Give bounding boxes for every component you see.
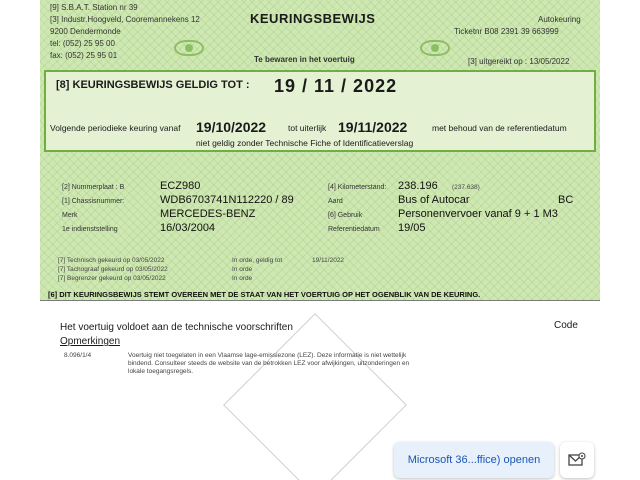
km-value: 238.196	[398, 180, 438, 192]
inspection-limiter-label: [7] Begrenzer gekeurd op 03/05/2022	[58, 275, 166, 282]
reference-date-value: 19/05	[398, 222, 426, 234]
inspection-tachograph-status: In orde	[232, 266, 253, 273]
inspection-category: Autokeuring	[538, 15, 581, 24]
station-line-2: [3] Industr.Hoogveld, Cooremannekens 12	[50, 15, 200, 24]
document-title: KEURINGSBEWIJS	[250, 11, 376, 26]
eye-watermark-left-icon	[174, 40, 204, 56]
open-in-app-label: Microsoft 36...ffice) openen	[407, 454, 541, 466]
issued-date: [3] uitgereikt op : 13/05/2022	[468, 57, 570, 66]
next-inspection-suffix: met behoud van de referentiedatum	[432, 123, 567, 133]
vehicle-type-code: BC	[558, 194, 574, 206]
station-fax: fax: (052) 25 95 01	[50, 51, 118, 60]
make-label: Merk	[62, 212, 78, 219]
code-header: Code	[554, 320, 578, 331]
next-inspection-mid: tot uiterlijk	[288, 123, 327, 133]
km-previous: (237.638)	[452, 184, 480, 191]
remark-line-2: bindend. Consulteer steeds de website van de betrokken LEZ voor afwijkingen, uitzonderingen en	[128, 360, 410, 367]
first-registration-value: 16/03/2004	[160, 222, 216, 234]
usage-label: [6] Gebruik	[328, 212, 363, 219]
inspection-technical-label: [7] Technisch gekeurd op 03/05/2022	[58, 257, 165, 264]
remark-code: 8.096/1/4	[64, 352, 92, 359]
station-line-1: [9] S.B.A.T. Station nr 39	[50, 3, 138, 12]
inspection-technical-date: 19/11/2022	[312, 257, 345, 264]
next-inspection-prefix: Volgende periodieke keuring vanaf	[50, 123, 181, 133]
station-tel: tel: (052) 25 95 00	[50, 39, 115, 48]
km-label: [4] Kilometerstand:	[328, 184, 387, 191]
chassis-label: [1] Chassisnummer:	[62, 198, 125, 205]
next-inspection-to: 19/11/2022	[338, 119, 408, 135]
plate-value: ECZ980	[160, 180, 201, 192]
vehicle-type-label: Aard	[328, 198, 343, 205]
remarks-header: Opmerkingen	[60, 336, 121, 347]
make-value: MERCEDES-BENZ	[160, 208, 256, 220]
vehicle-type-value: Bus of Autocar	[398, 194, 470, 206]
validity-date: 19 / 11 / 2022	[274, 76, 398, 96]
remark-line-1: Voertuig niet toegelaten in een Vlaamse lage-emissiezone (LEZ). Deze informatie is niet wettelijk	[128, 352, 407, 359]
mail-settings-button[interactable]	[560, 442, 594, 478]
document-subtitle: Te bewaren in het voertuig	[254, 55, 355, 64]
first-registration-label: 1e indienststelling	[62, 226, 118, 233]
chassis-value: WDB6703741N112220 / 89	[160, 194, 294, 206]
remark-line-3: lokale toegangsregels.	[128, 368, 194, 375]
open-in-app-button[interactable]	[394, 442, 554, 478]
reference-date-label: Referentiedatum	[328, 226, 380, 233]
next-inspection-from: 19/10/2022	[196, 119, 267, 135]
station-line-3: 9200 Dendermonde	[50, 27, 121, 36]
ticket-number: Ticketnr B08 2391 39 663999	[454, 27, 559, 36]
validity-note: niet geldig zonder Technische Fiche of Identificatieverslag	[196, 138, 414, 148]
conformity-statement: [6] DIT KEURINGSBEWIJS STEMT OVEREEN MET DE STAAT VAN HET VOERTUIG OP HET OGENBLIK VAN DE KEURING.	[48, 290, 481, 299]
inspection-technical-status: In orde, geldig tot	[232, 257, 283, 264]
mail-settings-icon	[568, 452, 586, 468]
compliance-text: Het voertuig voldoet aan de technische voorschriften	[60, 322, 293, 333]
inspection-certificate	[40, 0, 600, 480]
eye-watermark-right-icon	[420, 40, 450, 56]
validity-label: [8] KEURINGSBEWIJS GELDIG TOT :	[56, 79, 250, 91]
plate-label: [2] Nummerplaat : B	[62, 184, 125, 191]
inspection-tachograph-label: [7] Tachograaf gekeurd op 03/05/2022	[58, 266, 168, 273]
inspection-limiter-status: In orde	[232, 275, 253, 282]
usage-value: Personenvervoer vanaf 9 + 1 M3	[398, 208, 558, 220]
